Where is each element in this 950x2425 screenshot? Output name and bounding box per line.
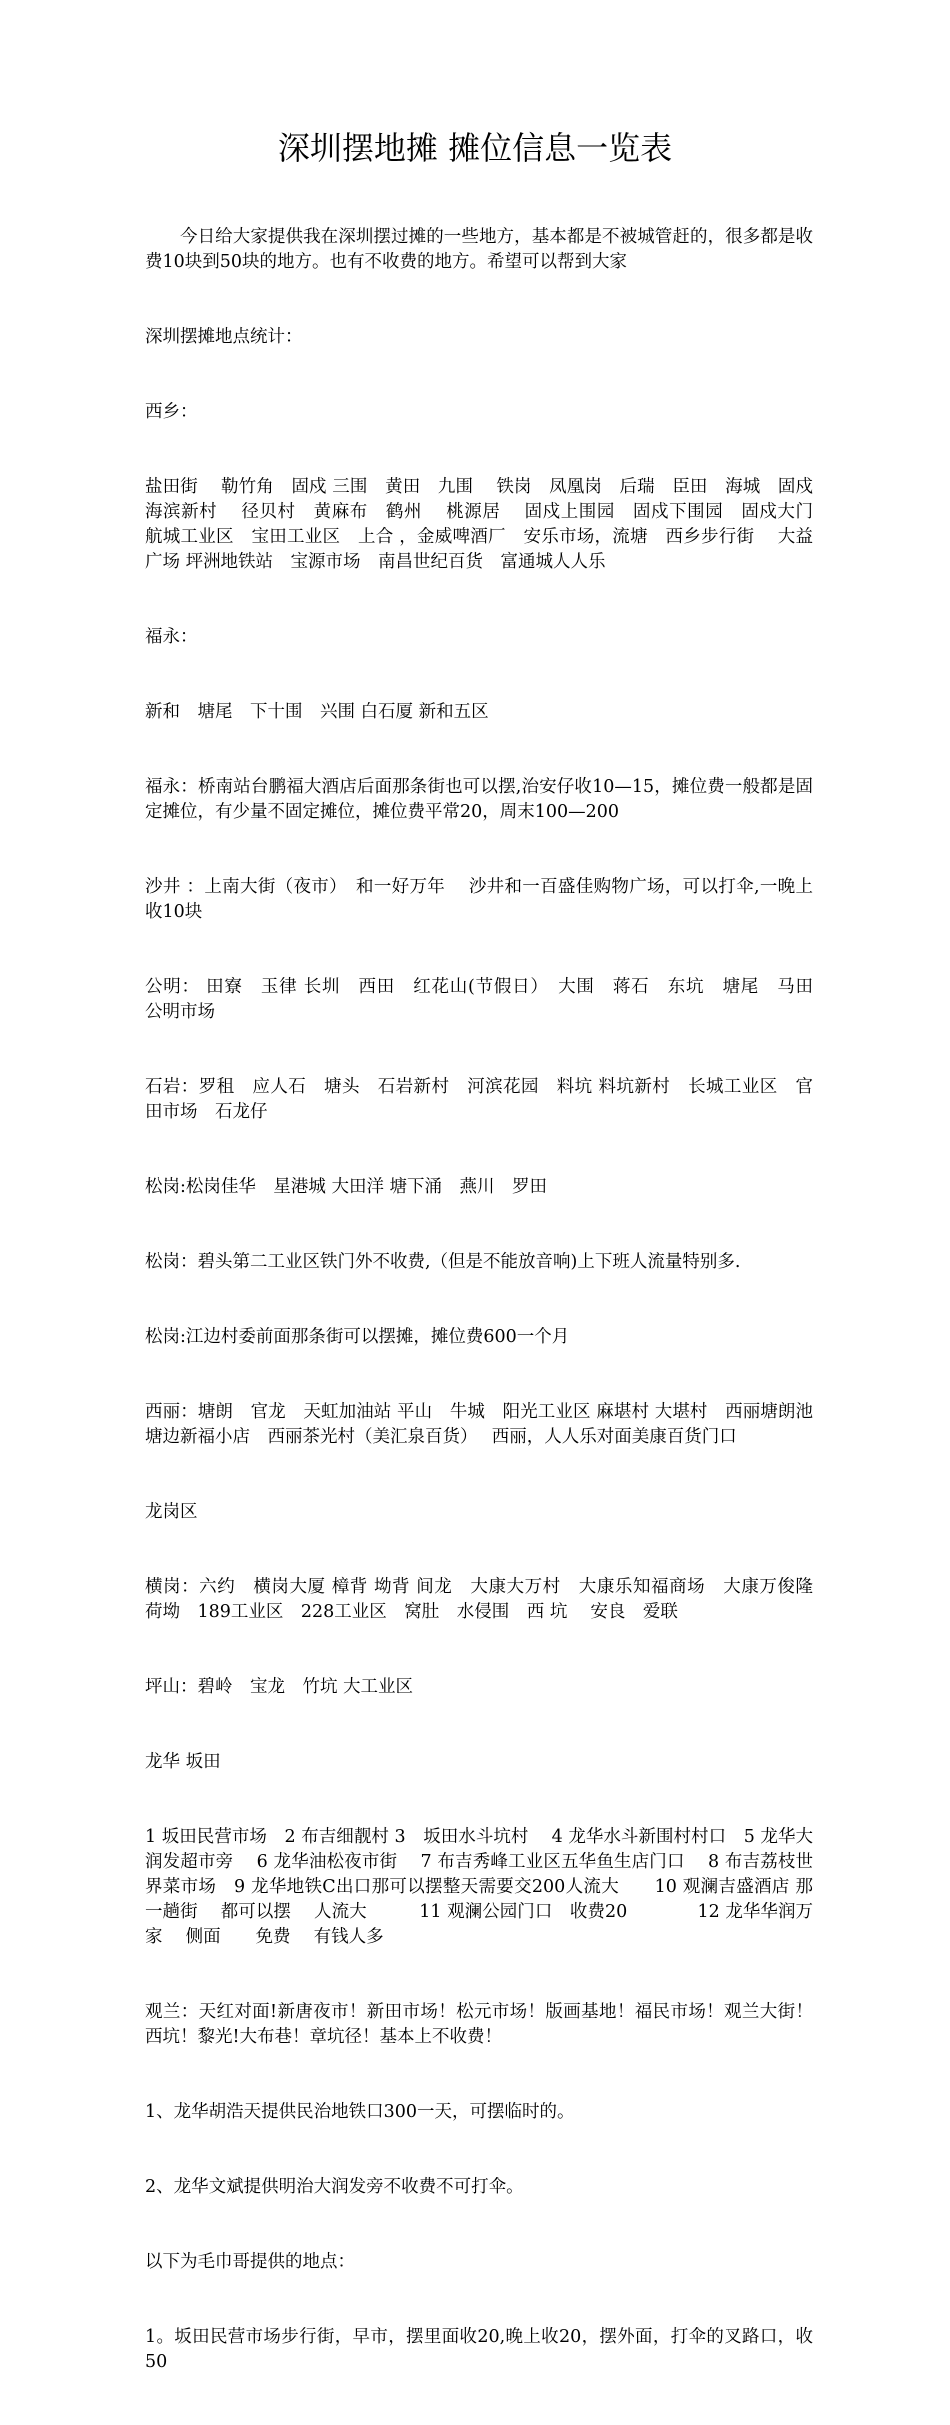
document-title: 深圳摆地摊 摊位信息一览表 [277,129,673,167]
paragraph: 横岗：六约 横岗大厦 樟背 坳背 间龙 大康大万村 大康乐知福商场 大康万俊隆 荷坳 189工业区 228工业区 窝肚 水侵围 西 坑 安良 爱联 [145,1577,831,1622]
paragraph: 2、龙华文斌提供明治大润发旁不收费不可打伞。 [145,2177,524,2197]
paragraph: 1、龙华胡浩天提供民治地铁口300一天，可摆临时的。 [145,2102,575,2122]
paragraph: 松岗:江边村委前面那条街可以摆摊，摊位费600一个月 [145,1327,570,1347]
paragraph: 深圳摆摊地点统计： [145,327,303,347]
paragraph: 坪山：碧岭 宝龙 竹坑 大工业区 [145,1677,414,1697]
intro-paragraph: 今日给大家提供我在深圳摆过摊的一些地方，基本都是不被城管赶的，很多都是收费10块到50块的地方。也有不收费的地方。希望可以帮到大家 [145,227,813,272]
paragraph: 松岗：碧头第二工业区铁门外不收费,（但是不能放音响)上下班人流量特别多. [145,1252,741,1272]
document-body [145,175,831,2425]
paragraph: 西丽：塘朗 官龙 天虹加油站 平山 牛城 阳光工业区 麻堪村 大堪村 西丽塘朗池塘边新福小店 西丽茶光村（美汇泉百货） 西丽，人人乐对面美康百货门口 [145,1402,813,1447]
paragraph: 1 坂田民营市场 2 布吉细靓村 3 坂田水斗坑村 4 龙华水斗新围村村口 5 龙华大润发超市旁 6 龙华油松夜市街 7 布吉秀峰工业区五华鱼生店门口 8 布吉荔枝世界菜市场 9 龙华地铁C出口那可以摆整天需要交200人流大 10 观澜吉盛酒店 那一趟街 都可以摆 人流大 11 观澜公园门口 收费20 12 龙华华润万家 侧面 免费 有钱人多 [145,1827,813,1947]
section-heading: 龙华 坂田 [145,1752,221,1772]
paragraph: 福永：桥南站台鹏福大酒店后面那条街也可以摆,治安仔收10—15，摊位费一般都是固定摊位，有少量不固定摊位，摊位费平常20，周末100—200 [145,777,813,822]
paragraph: 公明： 田寮 玉律 长圳 西田 红花山(节假日） 大围 蒋石 东坑 塘尾 马田 公明市场 [145,977,831,1022]
paragraph: 沙井 ：上南大街（夜市） 和一好万年 沙井和一百盛佳购物广场，可以打伞,一晚上收10块 [145,877,813,922]
section-heading: 龙岗区 [145,1502,198,1522]
paragraph: 1。坂田民营市场步行街，早市，摆里面收20,晚上收20，摆外面，打伞的叉路口，收50 [145,2327,813,2372]
section-heading: 福永： [145,627,198,647]
paragraph: 石岩：罗租 应人石 塘头 石岩新村 河滨花园 料坑 料坑新村 长城工业区 官田市场 石龙仔 [145,1077,813,1122]
paragraph: 松岗:松岗佳华 星港城 大田洋 塘下涌 燕川 罗田 [145,1177,548,1197]
paragraph: 新和 塘尾 下十围 兴围 白石厦 新和五区 [145,702,489,722]
paragraph: 盐田街 勒竹角 固戍 三围 黄田 九围 铁岗 凤凰岗 后瑞 臣田 海城 固戍海滨新村 径贝村 黄麻布 鹤州 桃源居 固戍上围园 固戍下围园 固戍大门 航城工业区 宝田工业区 上合 ，金威啤酒厂 安乐市场，流塘 西乡步行街 大益广场 坪洲地铁站 宝源市场 南昌世纪百货 富通城人人乐 [145,477,819,572]
section-heading: 西乡： [145,402,198,422]
paragraph: 观兰：天红对面!新唐夜市！新田市场！松元市场！版画基地！福民市场！观兰大街！西坑！黎光!大布巷！章坑径！基本上不收费！ [145,2002,813,2047]
paragraph: 以下为毛巾哥提供的地点： [145,2252,355,2272]
